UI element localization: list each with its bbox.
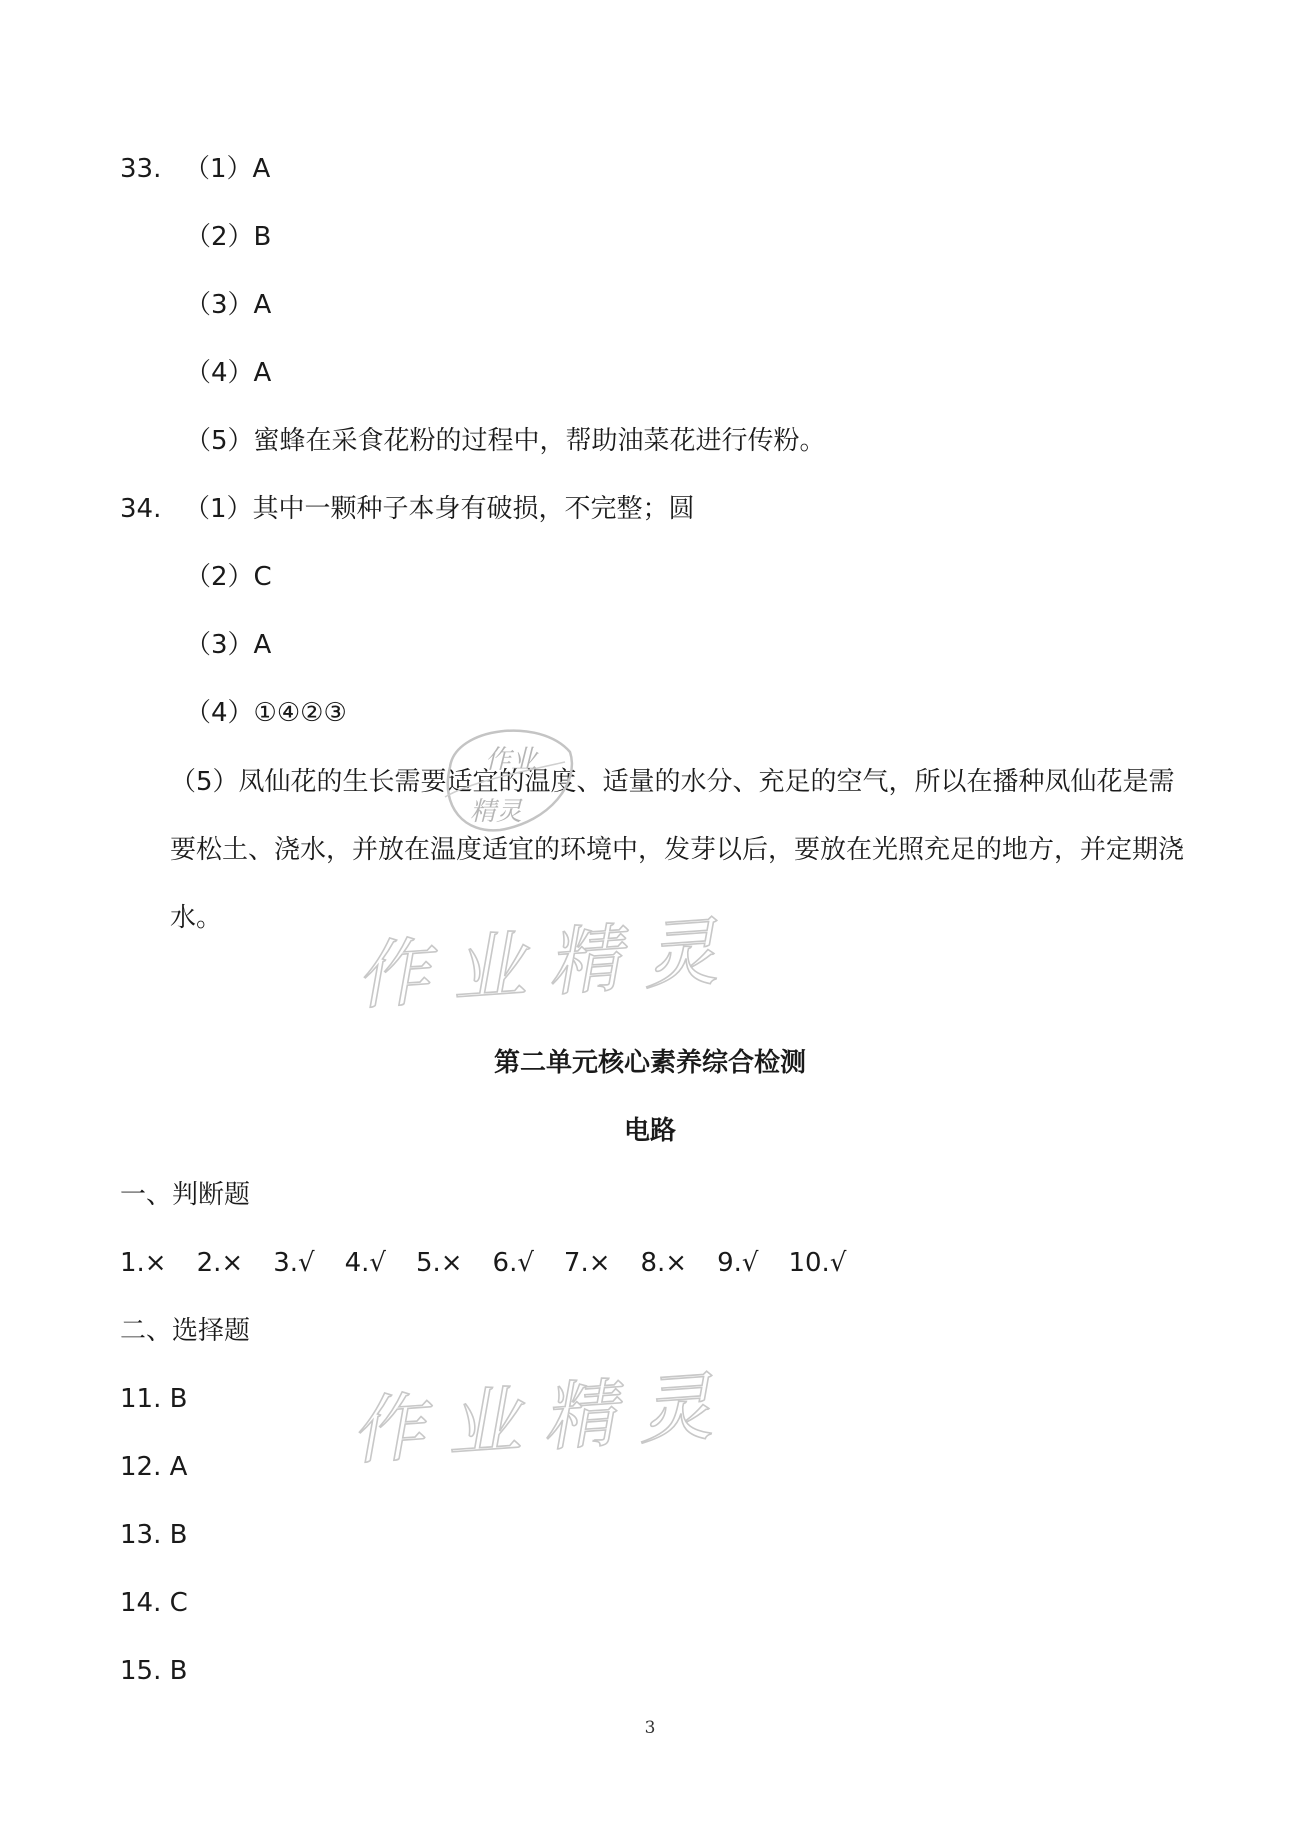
q34-part-2: （2）C [185, 562, 272, 592]
q34-number: 34. [120, 494, 162, 524]
mc-answer-14: 14. C [120, 1588, 188, 1618]
q33-number: 33. [120, 154, 162, 184]
section1-answers [120, 1246, 876, 1280]
tf-answer-2: 2.× [196, 1248, 244, 1278]
section1-heading: 一、判断题 [120, 1180, 251, 1210]
tf-answer-7: 7.× [563, 1248, 611, 1278]
tf-answer-9: 9.√ [717, 1248, 759, 1278]
mc-answer-13: 13. B [120, 1520, 188, 1550]
q34-part-5: （5）凤仙花的生长需要适宜的温度、适量的水分、充足的空气，所以在播种凤仙花是需要松土、浇水，并放在温度适宜的环境中，发芽以后，要放在光照充足的地方，并定期浇水。 [170, 767, 1185, 933]
q33-part-5: （5）蜜蜂在采食花粉的过程中，帮助油菜花进行传粉。 [185, 426, 826, 456]
tf-answer-5: 5.× [415, 1248, 463, 1278]
page-number: 3 [644, 1718, 656, 1738]
stamp-text-top: 作业 [485, 745, 538, 775]
mc-answer-11: 11. B [120, 1384, 188, 1414]
mc-answer-15: 15. B [120, 1656, 188, 1686]
watermark-text-2: 作业精灵 [347, 1362, 737, 1476]
tf-answer-10: 10.√ [788, 1248, 847, 1278]
stamp-text-bottom: 精灵 [470, 797, 523, 827]
tf-answer-4: 4.√ [344, 1248, 386, 1278]
q33-part-1: （1）A [184, 154, 271, 184]
q34-part1-line [120, 492, 695, 526]
tf-answer-6: 6.√ [492, 1248, 534, 1278]
mc-answer-12: 12. A [120, 1452, 188, 1482]
section2-heading: 二、选择题 [120, 1316, 251, 1346]
q34-part-4: （4）①④②③ [185, 698, 347, 728]
tf-answer-8: 8.× [640, 1248, 688, 1278]
q33-part-4: （4）A [185, 358, 272, 388]
q33-part-2: （2）B [185, 222, 272, 252]
q33-part1-line [120, 152, 270, 186]
tf-answer-3: 3.√ [273, 1248, 315, 1278]
q34-part-3: （3）A [185, 630, 272, 660]
q33-part-3: （3）A [185, 290, 272, 320]
unit-subtitle: 电路 [623, 1116, 676, 1146]
watermark-stamp [430, 712, 580, 842]
unit-title: 第二单元核心素养综合检测 [493, 1048, 806, 1078]
watermark-text-1: 作业精灵 [352, 907, 742, 1021]
tf-answer-1: 1.× [120, 1248, 167, 1278]
q34-part-1: （1）其中一颗种子本身有破损，不完整；圆 [184, 494, 695, 524]
